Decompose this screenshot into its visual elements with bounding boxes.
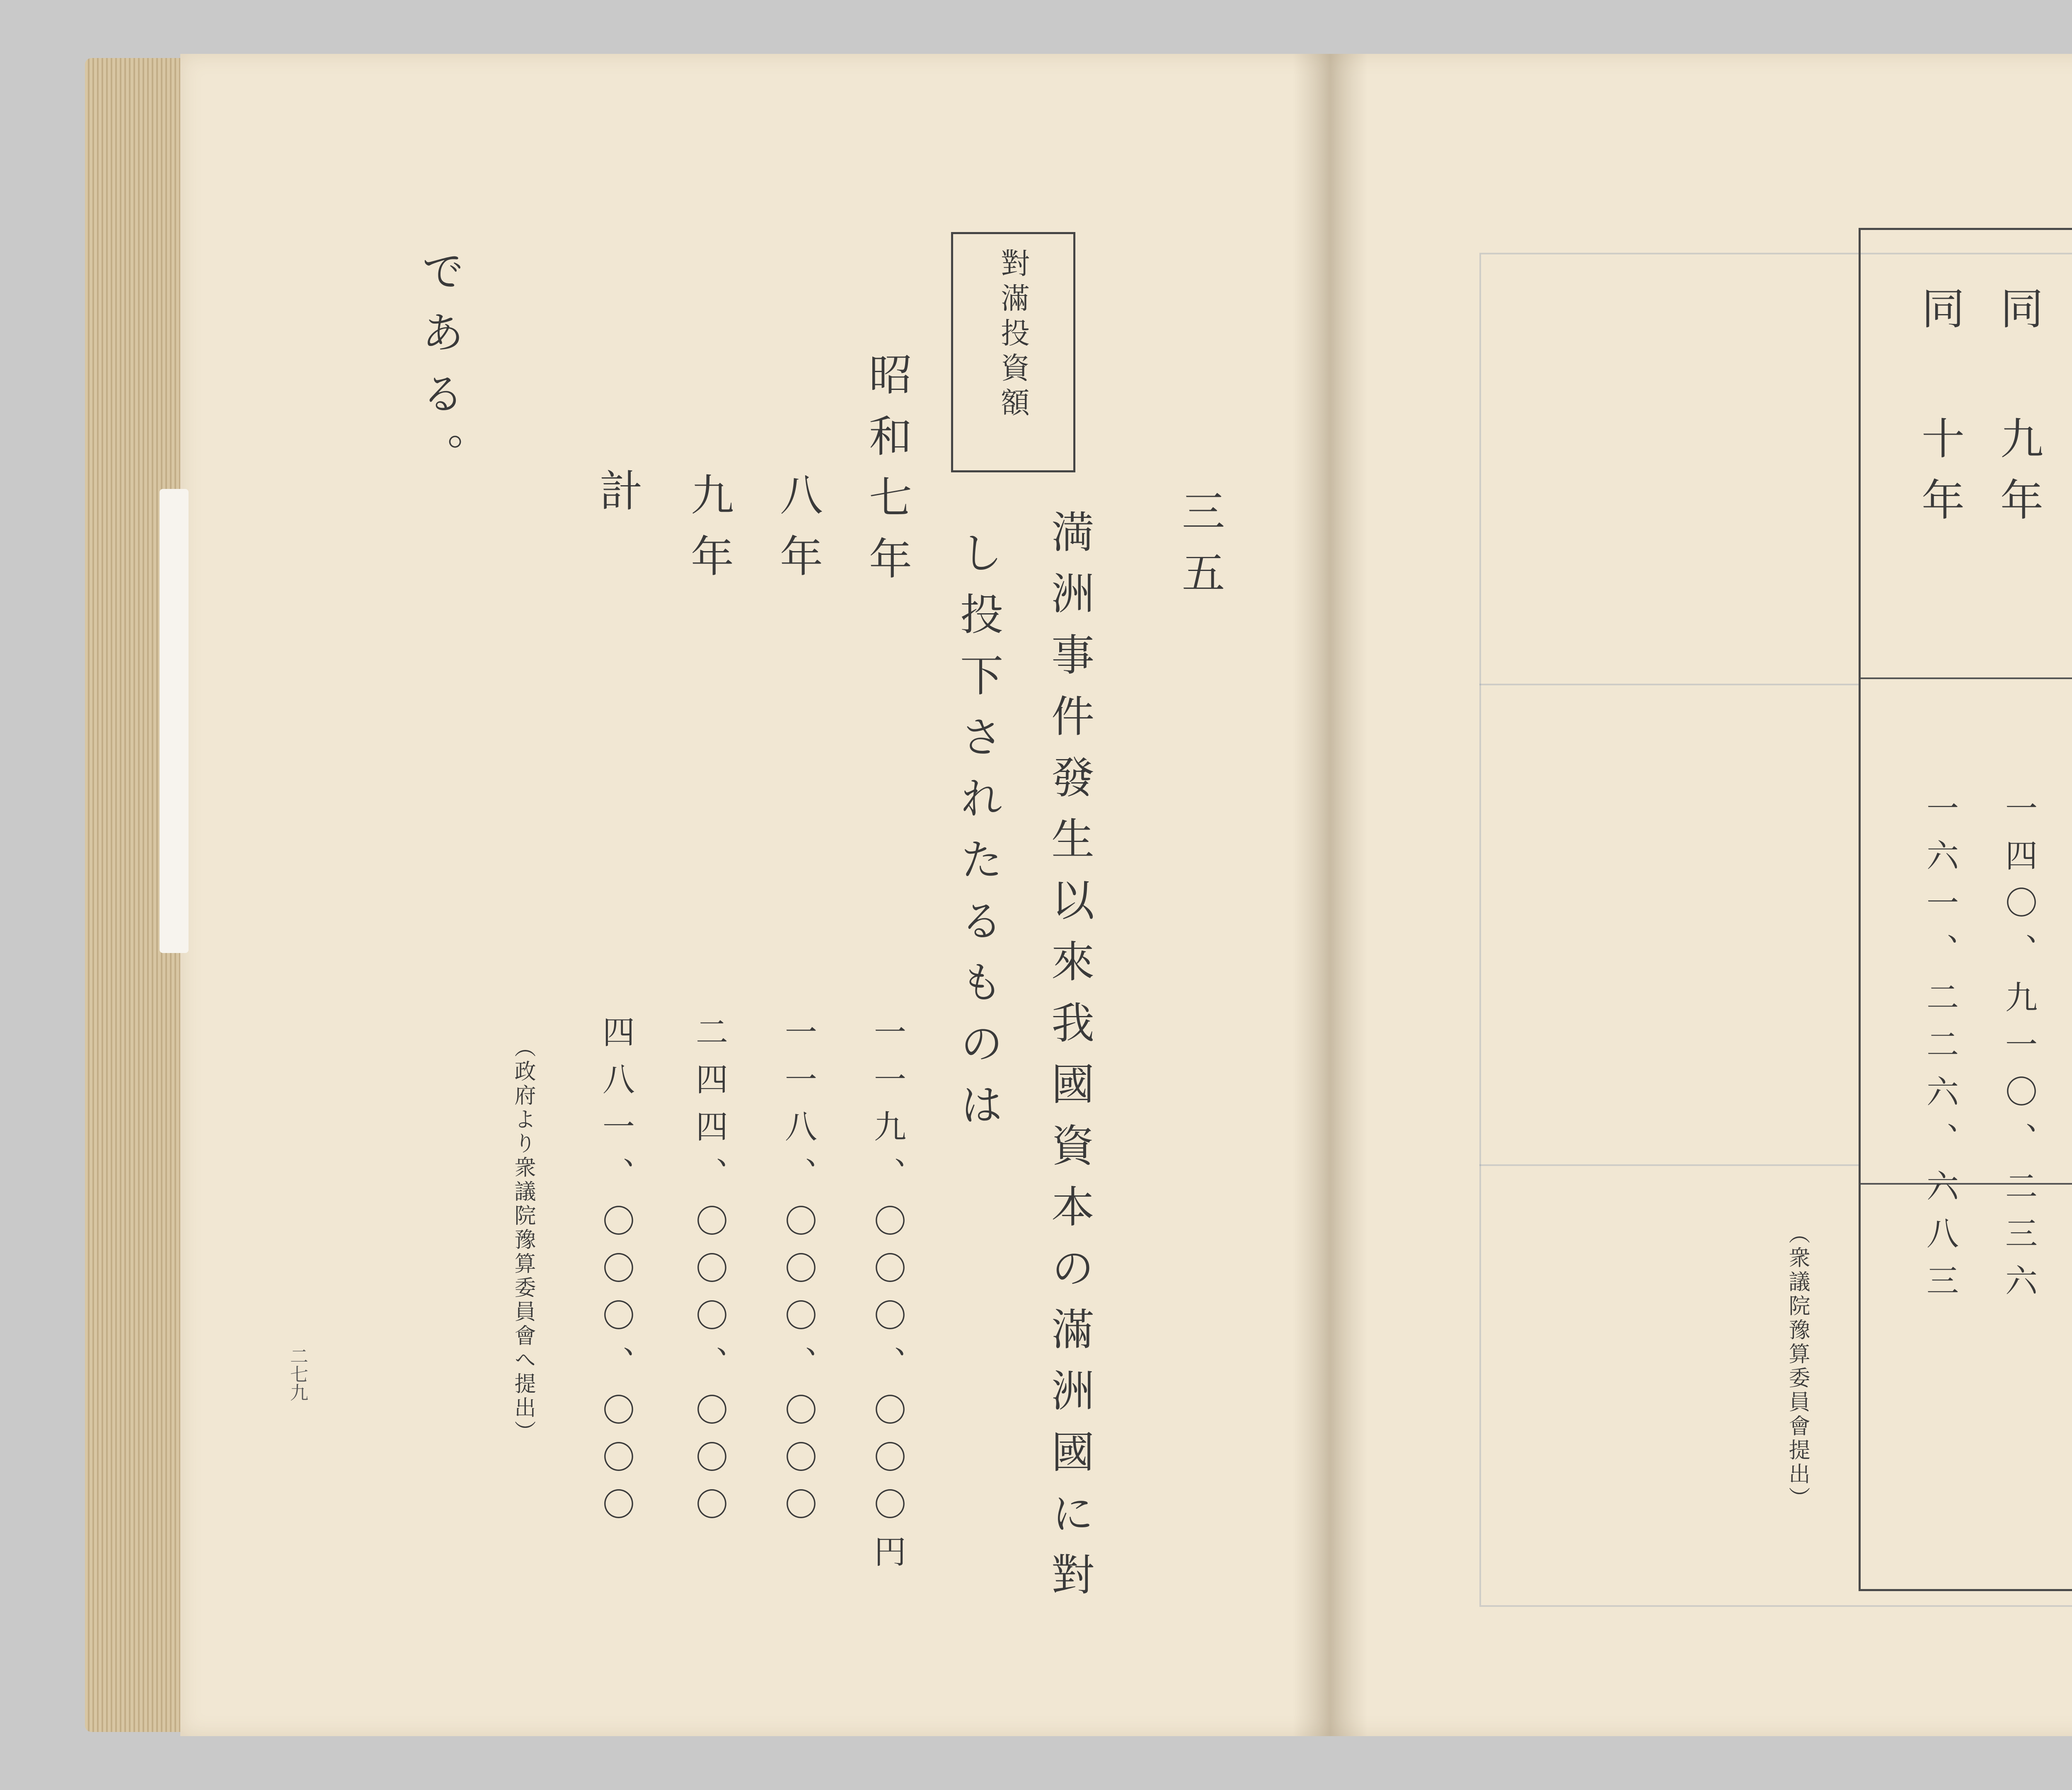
source-note-left: （政府より衆議院豫算委員會へ提出） xyxy=(511,1036,535,1444)
left-page xyxy=(180,54,1330,1736)
row-amount-1: 一一九、〇〇〇、〇〇〇円 xyxy=(869,1015,906,1582)
amount-cell-4: 一四〇、九一〇、二三六 xyxy=(2000,791,2037,1311)
amount-cell-5: 一六一、二二六、六八三 xyxy=(1921,791,1958,1311)
intro-line-1: 満洲事件發生以來我國資本の滿洲國に對 xyxy=(1044,510,1094,1613)
investment-title: 對滿投資額 xyxy=(996,248,1030,422)
row-amount-3: 二四四、〇〇〇、〇〇〇 xyxy=(690,1015,728,1535)
investment-title-box xyxy=(951,232,1075,472)
section-number: 三五 xyxy=(1174,489,1225,612)
total-label: 計 xyxy=(592,468,643,530)
paper-tab xyxy=(160,489,189,953)
closing-text: である。 xyxy=(414,249,465,494)
row-label-1: 昭和七年 xyxy=(862,352,912,597)
right-page xyxy=(1330,54,2072,1736)
source-note-right: （衆議院豫算委員會提出） xyxy=(1785,1222,1810,1511)
open-book xyxy=(85,50,2072,1744)
table-rule xyxy=(1861,677,2072,679)
year-cell-5: 同 十年 xyxy=(1914,286,1965,539)
show-through-line xyxy=(1479,1164,1861,1166)
page-number-left: 二七九 xyxy=(287,1347,308,1401)
book-gutter xyxy=(1293,54,1368,1736)
intro-line-2: し投下されたるものは xyxy=(953,530,1003,1144)
row-label-2: 八年 xyxy=(772,472,823,595)
year-cell-4: 同 九年 xyxy=(1993,286,2043,539)
show-through-line xyxy=(1479,684,1861,685)
row-label-3: 九年 xyxy=(683,472,734,595)
total-amount: 四八一、〇〇〇、〇〇〇 xyxy=(597,1015,634,1535)
year-cell-3 xyxy=(2066,286,2072,539)
row-amount-2: 一一八、〇〇〇、〇〇〇 xyxy=(779,1015,817,1535)
